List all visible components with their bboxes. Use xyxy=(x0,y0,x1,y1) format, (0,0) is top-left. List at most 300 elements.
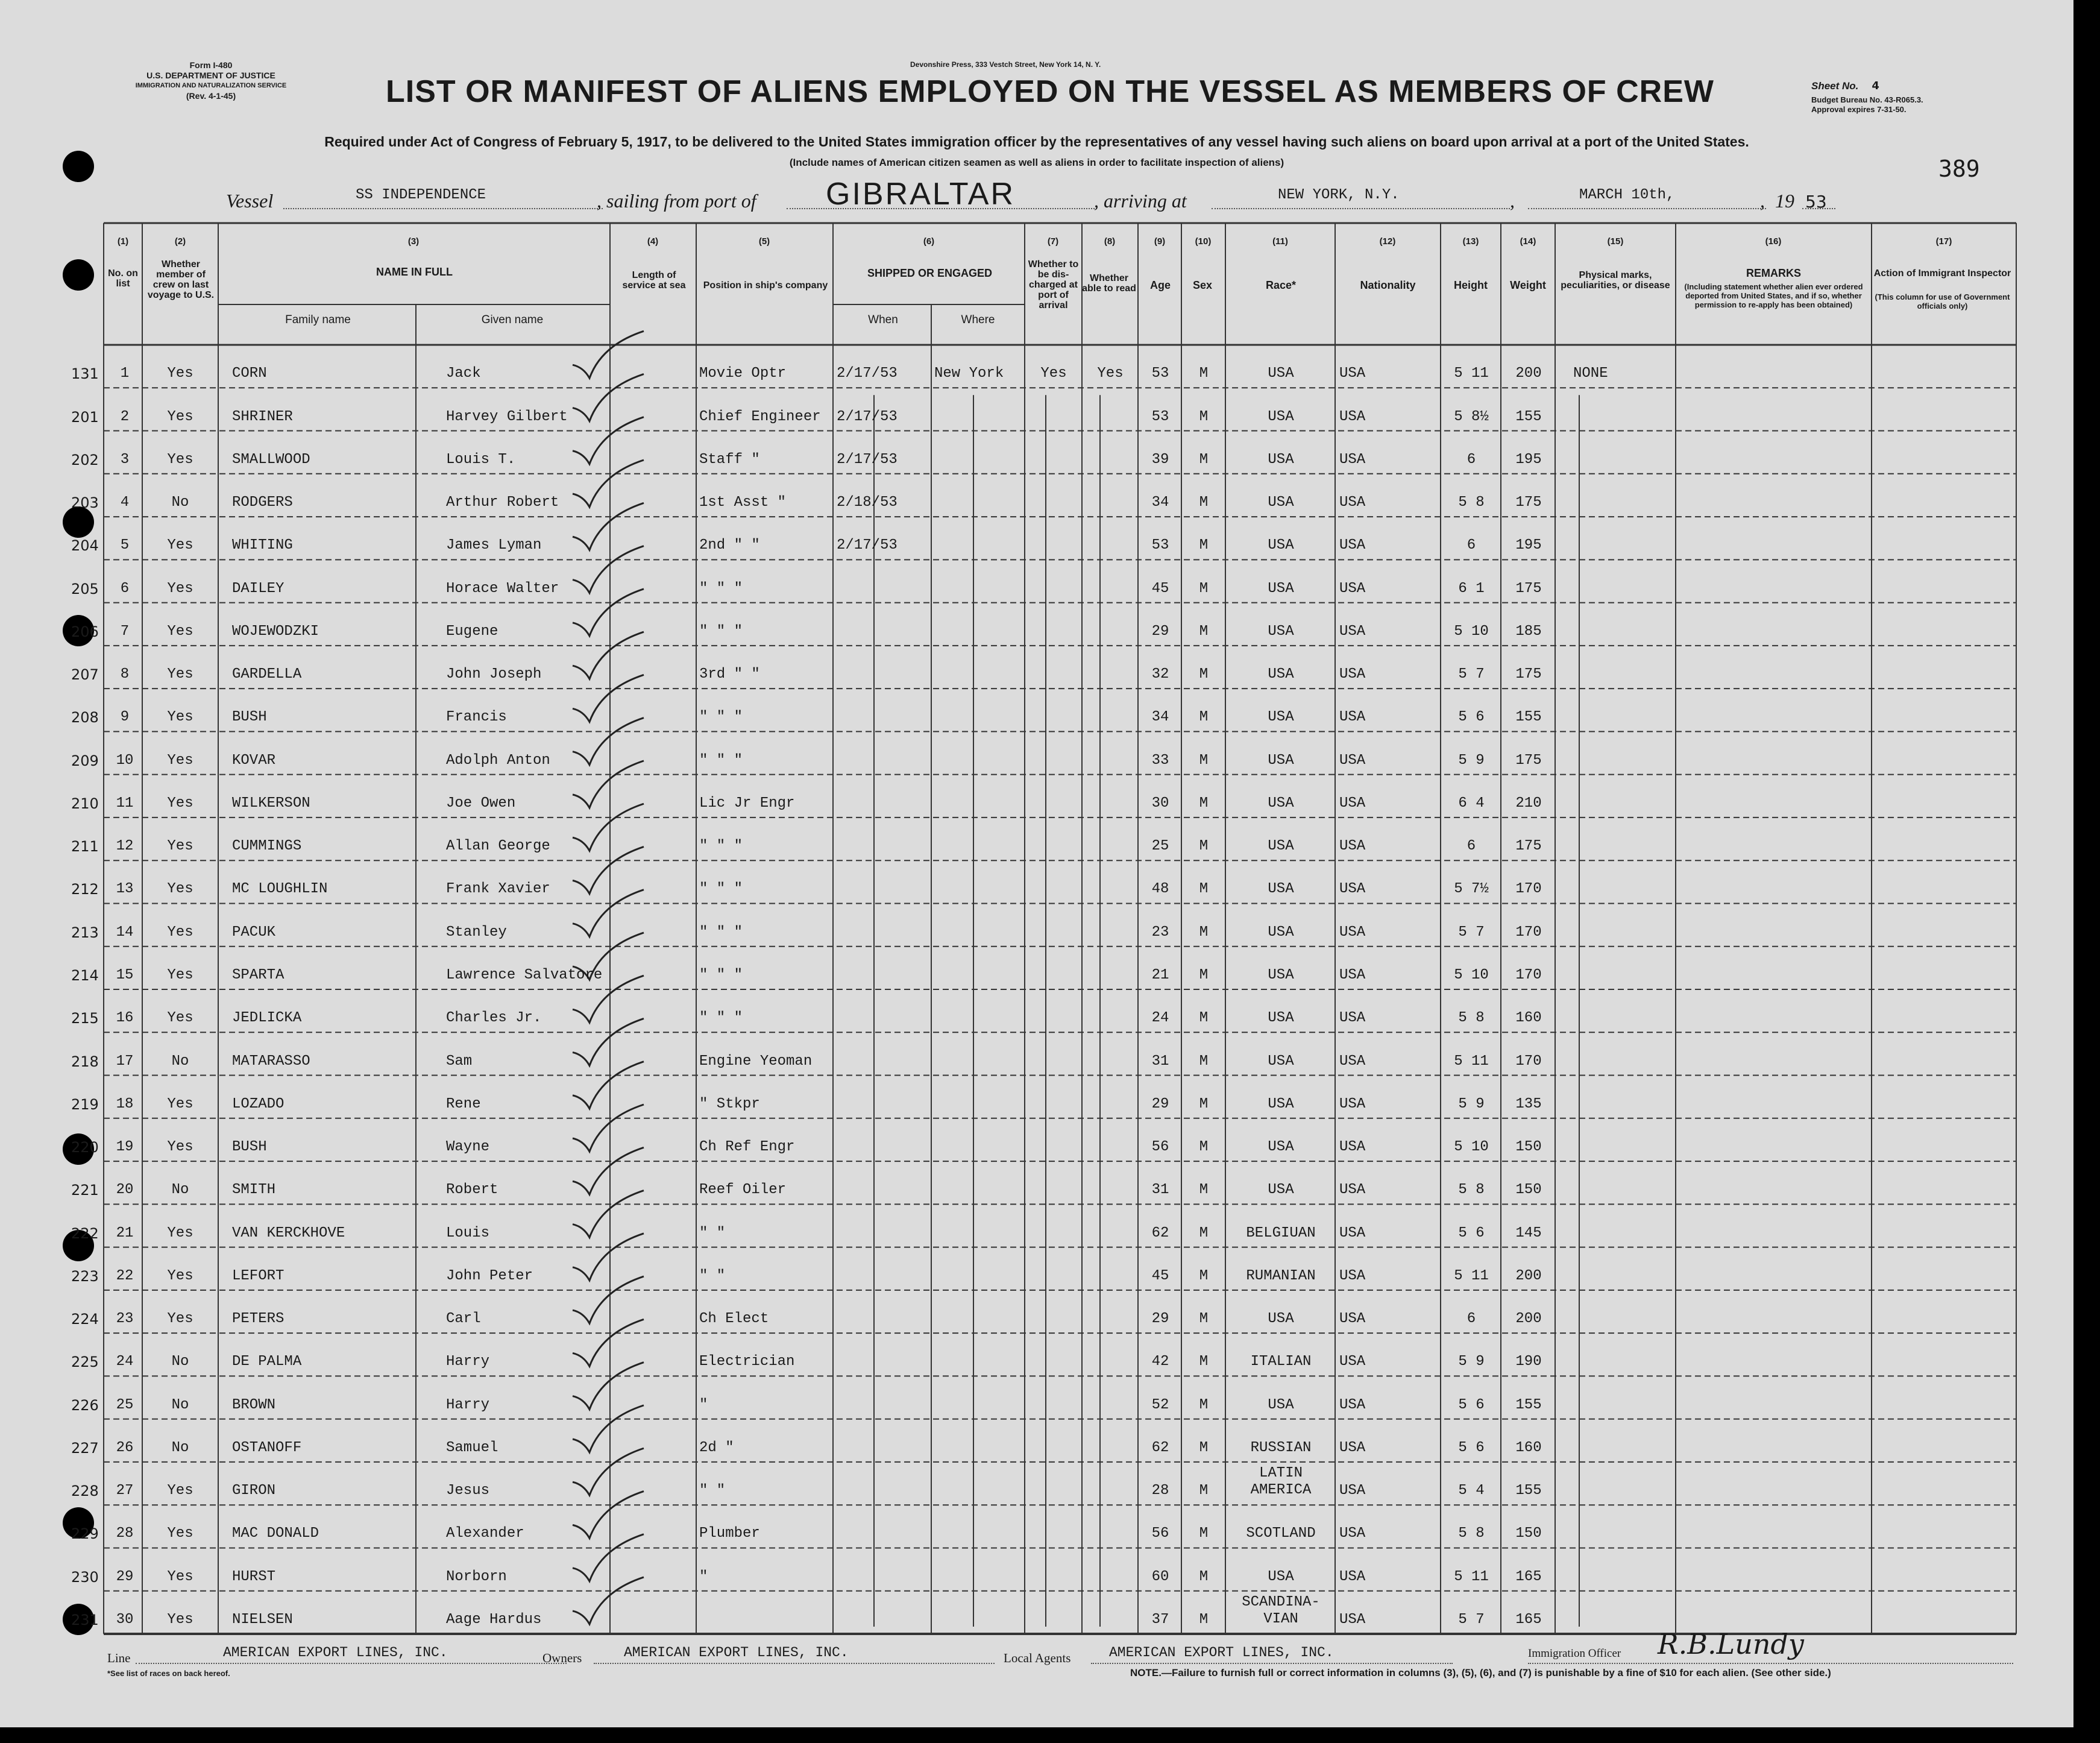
race: USA xyxy=(1268,1396,1294,1413)
age: 62 xyxy=(1151,1439,1169,1456)
height: 5 8 xyxy=(1458,494,1485,511)
crew-last-voyage: Yes xyxy=(167,666,193,683)
given-name: Carl xyxy=(446,1311,481,1328)
header-discharged: Whether to be dis-charged at port of arrival xyxy=(1028,259,1079,310)
weight: 185 xyxy=(1515,623,1542,640)
age: 53 xyxy=(1151,408,1169,425)
line-number: 226 xyxy=(71,1396,99,1414)
owners-label: Owners xyxy=(542,1651,582,1665)
family-name: WOJEWODZKI xyxy=(232,623,319,640)
height: 5 7 xyxy=(1458,1612,1485,1628)
line-number: 219 xyxy=(71,1095,99,1113)
line-number: 206 xyxy=(71,623,99,640)
nationality: USA xyxy=(1339,1525,1366,1542)
family-name: LOZADO xyxy=(232,1095,285,1112)
header-weight: Weight xyxy=(1510,279,1546,291)
given-name: Norborn xyxy=(446,1568,507,1585)
weight: 190 xyxy=(1515,1354,1542,1370)
column-number: (1) xyxy=(117,236,129,247)
form-number: Form I-480 xyxy=(189,60,233,70)
line-number: 222 xyxy=(71,1225,99,1242)
arrival-date: MARCH 10th, xyxy=(1579,187,1675,203)
vessel-label: Vessel xyxy=(226,190,274,212)
budget-line: Budget Bureau No. 43-R065.3. xyxy=(1811,95,1923,104)
given-name: Jack xyxy=(446,365,481,382)
sex: M xyxy=(1199,580,1209,597)
position: 3rd " " xyxy=(699,666,760,683)
arriving-label: , arriving at xyxy=(1094,190,1187,212)
given-name: Jesus xyxy=(446,1483,490,1499)
position: Electrician xyxy=(699,1354,795,1370)
crew-last-voyage: Yes xyxy=(167,1225,193,1241)
sex: M xyxy=(1199,408,1209,425)
weight: 200 xyxy=(1515,1267,1542,1284)
nationality: USA xyxy=(1339,365,1366,382)
sex: M xyxy=(1199,623,1209,640)
crew-last-voyage: Yes xyxy=(167,838,193,855)
crew-last-voyage: Yes xyxy=(167,1483,193,1499)
height: 6 xyxy=(1467,838,1476,855)
height: 5 7½ xyxy=(1454,881,1489,898)
crew-last-voyage: Yes xyxy=(167,408,193,425)
age: 34 xyxy=(1151,709,1169,726)
crew-last-voyage: Yes xyxy=(167,881,193,898)
arrival-port: NEW YORK, N.Y. xyxy=(1278,187,1400,203)
age: 29 xyxy=(1151,1095,1169,1112)
header-family-name: Family name xyxy=(285,314,351,326)
family-name: WHITING xyxy=(232,537,293,554)
sex: M xyxy=(1199,967,1209,983)
age: 29 xyxy=(1151,1311,1169,1328)
nationality: USA xyxy=(1339,408,1366,425)
family-name: NIELSEN xyxy=(232,1612,293,1628)
header-able-read: Whether able to read xyxy=(1082,273,1136,294)
given-name: Alexander xyxy=(446,1525,524,1542)
discharged: Yes xyxy=(1040,365,1067,382)
family-name: PETERS xyxy=(232,1311,285,1328)
height: 5 8 xyxy=(1458,1182,1485,1199)
height: 5 8 xyxy=(1458,1525,1485,1542)
nationality: USA xyxy=(1339,881,1366,898)
given-name: Lawrence Salvatore xyxy=(446,967,603,983)
owners-value: AMERICAN EXPORT LINES, INC. xyxy=(624,1645,849,1660)
age: 60 xyxy=(1151,1568,1169,1585)
row-number: 5 xyxy=(120,537,130,554)
weight: 145 xyxy=(1515,1225,1542,1241)
weight: 155 xyxy=(1515,408,1542,425)
line-number: 213 xyxy=(71,924,99,941)
race: BELGIUAN xyxy=(1246,1225,1316,1241)
crew-last-voyage: Yes xyxy=(167,623,193,640)
row-number: 2 xyxy=(120,408,130,425)
age: 31 xyxy=(1151,1182,1169,1199)
sailing-label: , sailing from port of xyxy=(597,190,756,212)
nationality: USA xyxy=(1339,1225,1366,1241)
weight: 175 xyxy=(1515,666,1542,683)
penalty-note: NOTE.—Failure to furnish full or correct information in columns (3), (5), (6), and (7) is punishable by a fine of $10 for each alien. (See other side.) xyxy=(1130,1667,1831,1678)
row-number: 11 xyxy=(116,795,134,812)
sex: M xyxy=(1199,1568,1209,1585)
given-name: Harvey Gilbert xyxy=(446,408,568,425)
position: Ch Ref Engr xyxy=(699,1139,795,1156)
given-name: Harry xyxy=(446,1354,490,1370)
agents-label: Local Agents xyxy=(1004,1651,1071,1665)
sex: M xyxy=(1199,1010,1209,1027)
form-department: U.S. DEPARTMENT OF JUSTICE xyxy=(146,71,275,80)
header-remarks-sub: (Including statement whether alien ever ordered deported from United States, and if so, whether permission to re-apply has been obtained) xyxy=(1684,282,1863,309)
position: " " " xyxy=(699,580,743,597)
race: USA xyxy=(1268,623,1294,640)
sex: M xyxy=(1199,1182,1209,1199)
age: 28 xyxy=(1151,1483,1169,1499)
crew-last-voyage: Yes xyxy=(167,752,193,769)
family-name: WILKERSON xyxy=(232,795,310,812)
weight: 200 xyxy=(1515,1311,1542,1328)
position: Plumber xyxy=(699,1525,760,1542)
given-name: John Joseph xyxy=(446,666,542,683)
family-name: BROWN xyxy=(232,1396,276,1413)
crew-last-voyage: No xyxy=(171,1354,189,1370)
sex: M xyxy=(1199,1053,1209,1070)
race: USA xyxy=(1268,666,1294,683)
sex: M xyxy=(1199,1267,1209,1284)
position: " " " xyxy=(699,1010,743,1027)
line-number: 229 xyxy=(71,1525,99,1543)
race: USA xyxy=(1268,795,1294,812)
column-number: (6) xyxy=(923,236,935,247)
height: 5 6 xyxy=(1458,709,1485,726)
row-number: 29 xyxy=(116,1568,134,1585)
crew-last-voyage: Yes xyxy=(167,1095,193,1112)
age: 24 xyxy=(1151,1010,1169,1027)
family-name: SPARTA xyxy=(232,967,285,983)
crew-last-voyage: No xyxy=(171,1182,189,1199)
given-name: Harry xyxy=(446,1396,490,1413)
row-number: 23 xyxy=(116,1311,134,1328)
header-shipped: SHIPPED OR ENGAGED xyxy=(867,267,993,279)
height: 5 11 xyxy=(1454,1267,1489,1284)
nationality: USA xyxy=(1339,1095,1366,1112)
column-number: (9) xyxy=(1154,236,1166,247)
column-number: (17) xyxy=(1935,236,1952,247)
crew-last-voyage: No xyxy=(171,1396,189,1413)
row-number: 25 xyxy=(116,1396,134,1413)
nationality: USA xyxy=(1339,1182,1366,1199)
height: 6 4 xyxy=(1458,795,1485,812)
row-number: 8 xyxy=(120,666,130,683)
position: Reef Oiler xyxy=(699,1182,787,1199)
weight: 165 xyxy=(1515,1568,1542,1585)
age: 23 xyxy=(1151,924,1169,941)
weight: 200 xyxy=(1515,365,1542,382)
sex: M xyxy=(1199,752,1209,769)
officer-signature: R.B.Lundy xyxy=(1658,1628,1804,1660)
family-name: SHRINER xyxy=(232,408,293,425)
family-name: RODGERS xyxy=(232,494,293,511)
height: 5 6 xyxy=(1458,1225,1485,1241)
position: Movie Optr xyxy=(699,365,787,382)
age: 33 xyxy=(1151,752,1169,769)
header-height: Height xyxy=(1454,279,1488,291)
vessel-name: SS INDEPENDENCE xyxy=(356,187,486,203)
position: " " " xyxy=(699,838,743,855)
height: 5 9 xyxy=(1458,752,1485,769)
race: USA xyxy=(1268,709,1294,726)
line-number: 201 xyxy=(71,408,99,426)
family-name: GIRON xyxy=(232,1483,276,1499)
position: 2nd " " xyxy=(699,537,760,554)
race: USA xyxy=(1268,1053,1294,1070)
race: USA xyxy=(1268,408,1294,425)
family-name: BUSH xyxy=(232,709,267,726)
position: " " " xyxy=(699,623,743,640)
sex: M xyxy=(1199,1483,1209,1499)
height: 6 1 xyxy=(1458,580,1485,597)
position: " " xyxy=(699,1225,726,1241)
given-name: Frank Xavier xyxy=(446,881,550,898)
sex: M xyxy=(1199,365,1209,382)
race: RUMANIAN xyxy=(1246,1267,1316,1284)
race: USA xyxy=(1268,1182,1294,1199)
race: SCANDINA- VIAN xyxy=(1242,1594,1320,1627)
age: 53 xyxy=(1151,537,1169,554)
race: USA xyxy=(1268,365,1294,382)
line-number: 221 xyxy=(71,1182,99,1199)
sex: M xyxy=(1199,537,1209,554)
crew-last-voyage: Yes xyxy=(167,1267,193,1284)
age: 56 xyxy=(1151,1139,1169,1156)
age: 29 xyxy=(1151,623,1169,640)
age: 25 xyxy=(1151,838,1169,855)
row-number: 16 xyxy=(116,1010,134,1027)
sex: M xyxy=(1199,1525,1209,1542)
weight: 150 xyxy=(1515,1139,1542,1156)
age: 53 xyxy=(1151,365,1169,382)
race: USA xyxy=(1268,1139,1294,1156)
family-name: MC LOUGHLIN xyxy=(232,881,328,898)
row-number: 28 xyxy=(116,1525,134,1542)
crew-last-voyage: Yes xyxy=(167,709,193,726)
header-race: Race* xyxy=(1265,279,1297,291)
position: Engine Yeoman xyxy=(699,1053,813,1070)
given-name: Wayne xyxy=(446,1139,490,1156)
weight: 170 xyxy=(1515,967,1542,983)
row-number: 14 xyxy=(116,924,134,941)
header-where: Where xyxy=(961,314,995,326)
given-name: Adolph Anton xyxy=(446,752,550,769)
shipped-when: 2/17/53 xyxy=(837,451,898,468)
row-number: 6 xyxy=(120,580,130,597)
line-number: 207 xyxy=(71,666,99,684)
line-number: 209 xyxy=(71,752,99,769)
row-number: 3 xyxy=(120,451,130,468)
nationality: USA xyxy=(1339,1439,1366,1456)
height: 5 9 xyxy=(1458,1354,1485,1370)
sex: M xyxy=(1199,1311,1209,1328)
weight: 210 xyxy=(1515,795,1542,812)
row-number: 17 xyxy=(116,1053,134,1070)
height: 6 xyxy=(1467,537,1476,554)
weight: 175 xyxy=(1515,580,1542,597)
nationality: USA xyxy=(1339,838,1366,855)
able-to-read: Yes xyxy=(1097,365,1124,382)
row-number: 27 xyxy=(116,1483,134,1499)
crew-last-voyage: No xyxy=(171,1439,189,1456)
weight: 175 xyxy=(1515,494,1542,511)
crew-last-voyage: No xyxy=(171,1053,189,1070)
position: " " xyxy=(699,1483,726,1499)
printer-credit: Devonshire Press, 333 Vestch Street, New York 14, N. Y. xyxy=(910,60,1101,69)
crew-last-voyage: Yes xyxy=(167,1010,193,1027)
sex: M xyxy=(1199,1354,1209,1370)
nationality: USA xyxy=(1339,1139,1366,1156)
header-physical: Physical marks, peculiarities, or disease xyxy=(1561,270,1670,291)
given-name: Arthur Robert xyxy=(446,494,559,511)
age: 30 xyxy=(1151,795,1169,812)
given-name: Stanley xyxy=(446,924,507,941)
weight: 155 xyxy=(1515,709,1542,726)
line-number: 227 xyxy=(71,1439,99,1457)
family-name: GARDELLA xyxy=(232,666,302,683)
nationality: USA xyxy=(1339,537,1366,554)
line-number: 212 xyxy=(71,881,99,898)
row-number: 9 xyxy=(120,709,130,726)
height: 5 11 xyxy=(1454,1568,1489,1585)
position: " " " xyxy=(699,967,743,983)
given-name: Aage Hardus xyxy=(446,1612,542,1628)
nationality: USA xyxy=(1339,1612,1366,1628)
line-number: 231 xyxy=(71,1612,99,1628)
row-number: 18 xyxy=(116,1095,134,1112)
family-name: PACUK xyxy=(232,924,276,941)
year-prefix: 19 xyxy=(1775,190,1794,212)
nationality: USA xyxy=(1339,1568,1366,1585)
header-age: Age xyxy=(1149,279,1171,291)
departure-port: GIBRALTAR xyxy=(826,177,1016,212)
nationality: USA xyxy=(1339,494,1366,511)
family-name: CORN xyxy=(232,365,267,382)
age: 52 xyxy=(1151,1396,1169,1413)
race: USA xyxy=(1268,752,1294,769)
header-length-service: Length of service at sea xyxy=(622,270,686,291)
crew-last-voyage: Yes xyxy=(167,924,193,941)
line-number: 131 xyxy=(71,365,99,383)
sex: M xyxy=(1199,1439,1209,1456)
weight: 195 xyxy=(1515,537,1542,554)
line-number: 203 xyxy=(71,494,99,512)
sex: M xyxy=(1199,494,1209,511)
race: RUSSIAN xyxy=(1250,1439,1312,1456)
weight: 165 xyxy=(1515,1612,1542,1628)
position: " " " xyxy=(699,752,743,769)
given-name: Louis T. xyxy=(446,451,516,468)
nationality: USA xyxy=(1339,580,1366,597)
height: 6 xyxy=(1467,1311,1476,1328)
row-number: 21 xyxy=(116,1225,134,1241)
family-name: MATARASSO xyxy=(232,1053,310,1070)
weight: 155 xyxy=(1515,1483,1542,1499)
column-number: (3) xyxy=(407,236,420,247)
shipped-when: 2/17/53 xyxy=(837,365,898,382)
row-number: 19 xyxy=(116,1139,134,1156)
form-service: IMMIGRATION AND NATURALIZATION SERVICE xyxy=(135,82,287,89)
column-number: (10) xyxy=(1195,236,1212,247)
given-name: Allan George xyxy=(446,838,550,855)
header-whether-member: Whether member of crew on last voyage to U.S. xyxy=(147,259,215,300)
nationality: USA xyxy=(1339,709,1366,726)
line-number: 208 xyxy=(71,709,99,727)
given-name: Eugene xyxy=(446,623,498,640)
sex: M xyxy=(1199,709,1209,726)
sex: M xyxy=(1199,1139,1209,1156)
row-number: 1 xyxy=(120,365,130,382)
race: USA xyxy=(1268,1095,1294,1112)
column-number: (4) xyxy=(647,236,659,247)
weight: 160 xyxy=(1515,1439,1542,1456)
page-number: 389 xyxy=(1938,156,1980,182)
column-number: (13) xyxy=(1462,236,1479,247)
column-number: (8) xyxy=(1104,236,1116,247)
race: USA xyxy=(1268,1010,1294,1027)
age: 32 xyxy=(1151,666,1169,683)
age: 31 xyxy=(1151,1053,1169,1070)
family-name: VAN KERCKHOVE xyxy=(232,1225,345,1241)
nationality: USA xyxy=(1339,451,1366,468)
position: " xyxy=(699,1396,708,1413)
nationality: USA xyxy=(1339,1483,1366,1499)
family-name: SMALLWOOD xyxy=(232,451,310,468)
column-number: (5) xyxy=(758,236,770,247)
age: 42 xyxy=(1151,1354,1169,1370)
nationality: USA xyxy=(1339,795,1366,812)
weight: 160 xyxy=(1515,1010,1542,1027)
age: 39 xyxy=(1151,451,1169,468)
position: " Stkpr xyxy=(699,1095,760,1112)
row-number: 30 xyxy=(116,1612,134,1628)
shipped-when: 2/17/53 xyxy=(837,537,898,554)
sex: M xyxy=(1199,838,1209,855)
row-number: 22 xyxy=(116,1267,134,1284)
row-number: 15 xyxy=(116,967,134,983)
crew-last-voyage: Yes xyxy=(167,580,193,597)
crew-last-voyage: Yes xyxy=(167,365,193,382)
manifest-sheet: Form I-480 U.S. DEPARTMENT OF JUSTICE IMMIGRATION AND NATURALIZATION SERVICE (Rev. 4-1-45) Devonshire Press, 333 Vestch Street, New York 14, N. Y. LIST OR MANIFEST OF ALIENS EMPLOYED ON THE VESSEL AS MEMBERS OF CREW Sheet No. 4 Budget Bureau No. 43-R065.3. Approval expires 7-31-50. Required under Act of Congress of February 5, 1917, to be delivered to the United States immigration officer by the representatives of any vessel having such aliens on board upon arrival at a port of the United States. (Include names of American citizen seamen as well as aliens in order to facilitate inspection of aliens) 389 Vessel SS INDEPENDENCE , sailing from port of GIBRALTAR , arriving at NEW YORK, N.Y. , MARCH 10th, , 19 53 No. on list Whether member of crew on last voyage to U.S. NAME IN FULL Family name Given name Length of service at sea Position in ship's company SHIPPED OR ENGAGED When Where Whether to be dis-charged at port of arrival Whether able to read Age Sex Race* Nationality Height Weight Physical marks, peculiarities, or disease REMARKS (Including statement whether alien ever ordered deported from United States, and if so, whether permission to re-apply has been obtained) Action of Immigrant Inspector (This column for use of Government officials only) (1) (2) (3) (4) (5) (6) (7) (8) (9) (10) (11) (12) (13) (14) (15) (16) (17) 131 1 Yes CORN Jack Movie Optr 2/17/53 New York Yes Yes 53 M USA USA 5 11 200 NONE 201 2 Yes SHRINER Harvey Gilbert Chief Engineer 2/17/53 53 M USA USA 5 8½ 155 202 3 Yes SMALLWOOD Louis T. Staff " 2/17/53 39 M USA USA 6 195 203 4 No RODGERS Arthur Robert 1st Asst " 2/18/53 34 M USA USA 5 8 175 204 5 Yes WHITING James Lyman 2nd " " 2/17/53 53 M USA USA 6 195 205 6 Yes DAILEY Horace Walter " " " 45 M USA USA 6 1 175 206 7 Yes WOJEWODZKI Eugene " " " 29 M USA USA 5 10 185 207 8 Yes GARDELLA John Joseph 3rd " " 32 M USA USA 5 7 175 208 9 Yes BUSH Francis " " " 34 M USA USA 5 6 155 209 10 Yes KOVAR Adolph Anton " " " 33 M USA USA 5 9 175 210 11 Yes WILKERSON Joe Owen Lic Jr Engr 30 M USA USA 6 4 210 211 12 Yes CUMMINGS Allan George " " " 25 M USA USA 6 175 212 13 Yes MC LOUGHLIN Frank Xavier " " " 48 M USA USA 5 7½ 170 213 14 Yes PACUK Stanley " " " 23 M USA USA 5 7 170 214 15 Yes SPARTA Lawrence Salvatore " " " 21 M USA USA 5 10 170 215 16 Yes JEDLICKA Charles Jr. " " " 24 M USA USA 5 8 160 218 17 No MATARASSO Sam Engine Yeoman 31 M USA USA 5 11 170 219 18 Yes LOZADO Rene " Stkpr 29 M USA USA 5 9 135 220 19 Yes BUSH Wayne Ch Ref Engr 56 M USA USA 5 10 150 221 20 No SMITH Robert Reef Oiler 31 M USA USA 5 8 150 222 21 Yes VAN KERCKHOVE Louis " " 62 M BELGIUAN USA 5 6 145 223 22 Yes LEFORT John Peter " " 45 M RUMANIAN USA 5 11 200 224 23 Yes PETERS Carl Ch Elect 29 M USA USA 6 200 225 24 No DE PALMA Harry Electrician 42 M ITALIAN USA 5 9 190 226 25 No BROWN Harry " 52 M USA USA 5 6 155 227 26 No OSTANOFF Samuel 2d " 62 M RUSSIAN USA 5 6 160 228 27 Yes GIRON Jesus " " 28 M LATIN AMERICA USA 5 4 155 229 28 Yes MAC DONALD Alexander Plumber 56 M SCOTLAND USA 5 8 150 230 29 Yes HURST Norborn " 60 M USA USA 5 11 165 231 30 Yes NIELSEN Aage Hardus 37 M SCANDINA- VIAN USA 5 7 165 Line AMERICAN EXPORT LINES, INC. Owners AMERICAN EXPORT LINES, INC. Local Agents AMERICAN EXPORT LINES, INC. Immigration Officer R.B.Lundy *See list of races on back hereof. NOTE.—Failure to furnish full or correct information in columns (3), (5), (6), and (7) is punishable by a fine of $10 for each alien. (See other side.) xyxy=(0,0,2073,1727)
shipped-where: New York xyxy=(934,365,1004,382)
nationality: USA xyxy=(1339,1010,1366,1027)
crew-last-voyage: Yes xyxy=(167,1311,193,1328)
position: " " xyxy=(699,1267,726,1284)
nationality: USA xyxy=(1339,1267,1366,1284)
sex: M xyxy=(1199,881,1209,898)
line-number: 202 xyxy=(71,451,99,468)
header-action: Action of Immigrant Inspector xyxy=(1873,268,2011,279)
position: Chief Engineer xyxy=(699,408,821,425)
column-number: (16) xyxy=(1765,236,1782,247)
family-name: MAC DONALD xyxy=(232,1525,319,1542)
physical-marks: NONE xyxy=(1573,365,1608,382)
race: USA xyxy=(1268,580,1294,597)
position: " " " xyxy=(699,924,743,941)
sex: M xyxy=(1199,1225,1209,1241)
crew-last-voyage: Yes xyxy=(167,967,193,983)
position: Lic Jr Engr xyxy=(699,795,795,812)
position: Staff " xyxy=(699,451,760,468)
nationality: USA xyxy=(1339,752,1366,769)
line-number: 205 xyxy=(71,580,99,597)
row-number: 7 xyxy=(120,623,130,640)
shipped-when: 2/18/53 xyxy=(837,494,898,511)
line-number: 218 xyxy=(71,1053,99,1070)
